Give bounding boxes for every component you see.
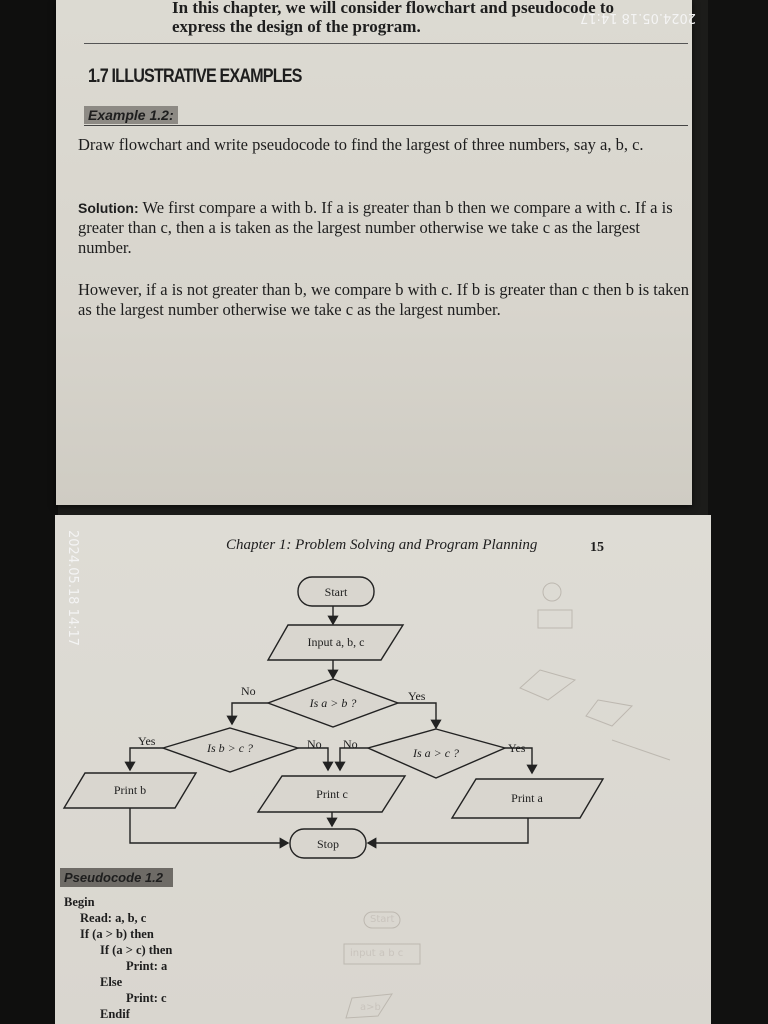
arrow-yes-right xyxy=(398,703,436,728)
pseudocode-line-if-ac: If (a > c) then xyxy=(100,943,173,957)
print-b-label: Print b xyxy=(113,783,147,797)
print-c-label: Print c xyxy=(316,787,348,801)
pseudocode-line-print-c: Print: c xyxy=(126,991,167,1005)
handwritten-compare: a>b xyxy=(360,1002,381,1013)
arrow-bc-yes xyxy=(130,748,163,770)
solution-text: We first compare a with b. If a is greater than b then we compare a with c. If a is greater than c, then a is taken as the largest number otherwise we take c as the largest number. xyxy=(78,198,673,257)
handwritten-start: Start xyxy=(370,914,395,925)
page-number: 15 xyxy=(590,540,604,555)
intro-line-1: In this chapter, we will consider flowchart and pseudocode to xyxy=(172,0,615,17)
print-a-label: Print a xyxy=(511,791,543,805)
no-label-bc: No xyxy=(307,737,322,751)
arrow-printb-stop xyxy=(130,808,288,843)
pseudocode-line-if-ab: If (a > b) then xyxy=(80,927,154,941)
handwritten-input: input a b c xyxy=(350,948,404,959)
timestamp-top: 2024.05.18 14:17 xyxy=(579,10,696,25)
decision-ab-label: Is a > b ? xyxy=(309,696,357,710)
start-label: Start xyxy=(324,585,348,599)
pseudocode-label: Pseudocode 1.2 xyxy=(60,868,173,887)
section-title: 1.7 ILLUSTRATIVE EXAMPLES xyxy=(88,66,302,87)
no-label-ac: No xyxy=(343,737,358,751)
arrow-bc-no xyxy=(298,748,328,770)
yes-label-ab: Yes xyxy=(408,689,426,703)
chapter-header: Chapter 1: Problem Solving and Program Planning xyxy=(226,537,538,553)
example-label: Example 1.2: xyxy=(84,106,178,124)
however-paragraph: However, if a is not greater than b, we compare b with c. If b is greater than c then b is taken as the largest number otherwise we take c as the largest number. xyxy=(78,280,689,319)
pseudocode-line-else: Else xyxy=(100,975,123,989)
arrow-ac-no xyxy=(340,748,368,770)
solution-label: Solution: xyxy=(78,200,139,216)
question-text: Draw flowchart and write pseudocode to find the largest of three numbers, say a, b, c. xyxy=(78,135,644,154)
arrow-printa-stop xyxy=(368,818,528,843)
stop-label: Stop xyxy=(316,837,340,851)
pseudocode-line-begin: Begin xyxy=(64,895,95,909)
no-label-ab: No xyxy=(241,684,256,698)
yes-label-bc: Yes xyxy=(138,734,156,748)
pseudocode-line-print-a: Print: a xyxy=(126,959,168,973)
pseudocode-line-endif: Endif xyxy=(100,1007,130,1021)
intro-line-2: express the design of the program. xyxy=(172,17,421,36)
timestamp-left: 2024.05.18 14:17 xyxy=(65,530,80,647)
arrow-no-left xyxy=(232,703,268,724)
yes-label-ac: Yes xyxy=(508,741,526,755)
decision-bc-label: Is b > c ? xyxy=(206,741,254,755)
input-label: Input a, b, c xyxy=(307,635,365,649)
pseudocode-line-read: Read: a, b, c xyxy=(80,911,147,925)
decision-ac-label: Is a > c ? xyxy=(412,746,460,760)
